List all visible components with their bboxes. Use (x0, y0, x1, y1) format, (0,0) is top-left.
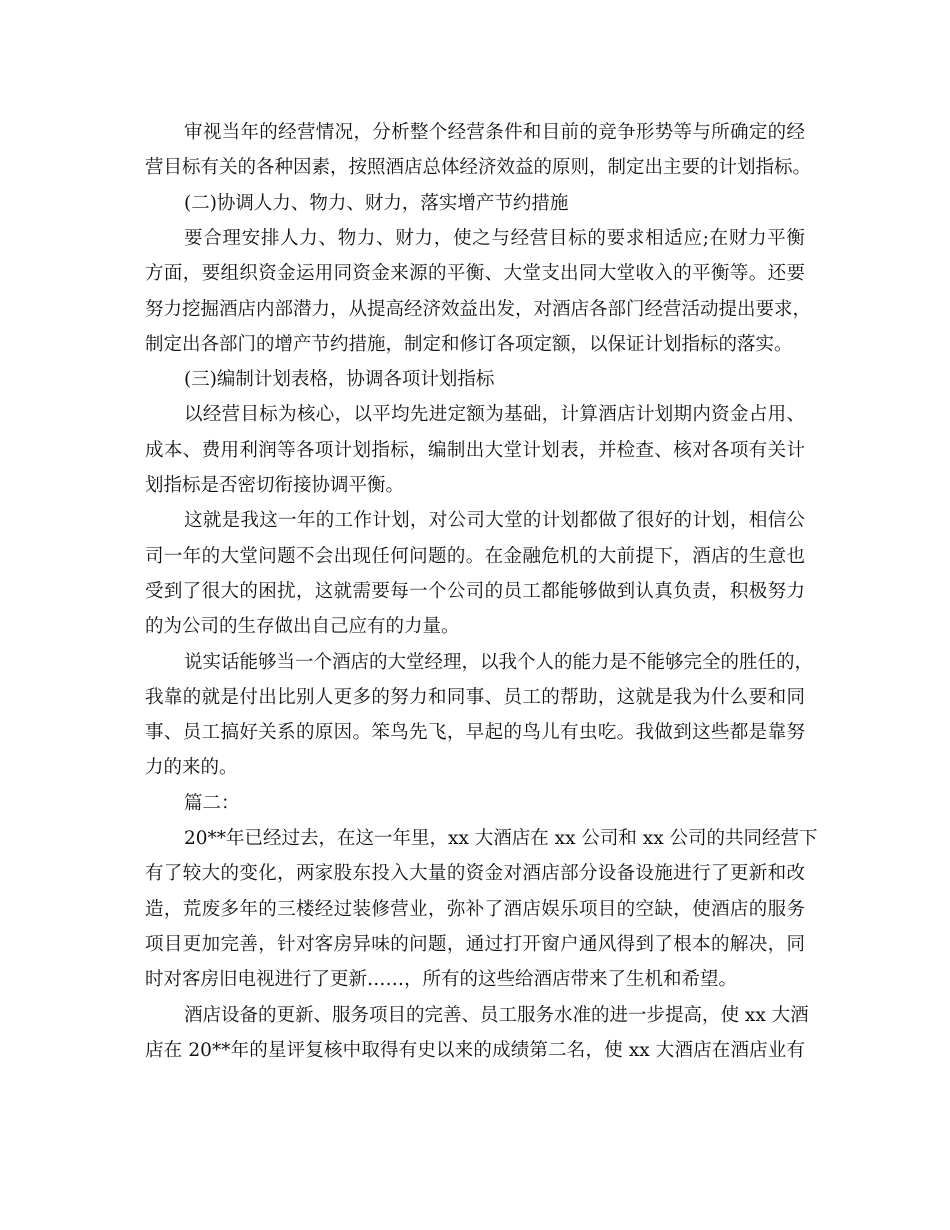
text-line: 事、员工搞好关系的原因。笨鸟先飞，早起的鸟儿有虫吃。我做到这些都是靠努 (145, 722, 805, 744)
text-line: 要合理安排人力、物力、财力，使之与经营目标的要求相适应;在财力平衡 (184, 227, 805, 249)
text-line: 司一年的大堂问题不会出现任何问题的。在金融危机的大前提下，酒店的生意也 (145, 545, 805, 567)
text-line: 说实话能够当一个酒店的大堂经理，以我个人的能力是不能够完全的胜任的， (184, 651, 814, 673)
text-line: 时对客房旧电视进行了更新……，所有的这些给酒店带来了生机和希望。 (145, 969, 738, 991)
text-line: 以经营目标为核心，以平均先进定额为基础，计算酒店计划期内资金占用、 (184, 404, 805, 426)
text-line: 力的来的。 (145, 757, 238, 779)
text-line: 受到了很大的困扰，这就需要每一个公司的员工都能够做到认真负责，积极努力 (145, 580, 805, 602)
text-line: 营目标有关的各种因素，按照酒店总体经济效益的原则，制定出主要的计划指标。 (145, 157, 812, 179)
text-line: 方面，要组织资金运用同资金来源的平衡、大堂支出同大堂收入的平衡等。还要 (145, 263, 805, 285)
text-line: 项目更加完善，针对客房异味的问题，通过打开窗户通风得到了根本的解决，同 (145, 933, 805, 955)
text-line: 造，荒废多年的三楼经过装修营业，弥补了酒店娱乐项目的空缺，使酒店的服务 (145, 898, 805, 920)
text-line: (二)协调人力、物力、财力，落实增产节约措施 (184, 192, 569, 214)
text-line: 努力挖掘酒店内部潜力，从提高经济效益出发，对酒店各部门经营活动提出要求， (145, 298, 812, 320)
text-line: 20**年已经过去，在这一年里，xx 大酒店在 xx 公司和 xx 公司的共同经营下 (184, 828, 818, 849)
text-line: 成本、费用利润等各项计划指标，编制出大堂计划表，并检查、核对各项有关计 (145, 439, 805, 461)
text-line: (三)编制计划表格，协调各项计划指标 (184, 369, 495, 391)
text-line: 酒店设备的更新、服务项目的完善、员工服务水准的进一步提高，使 xx 大酒 (184, 1004, 809, 1026)
text-line: 店在 20**年的星评复核中取得有史以来的成绩第二名，使 xx 大酒店在酒店业有 (145, 1039, 805, 1061)
text-line: 这就是我这一年的工作计划，对公司大堂的计划都做了很好的计划，相信公 (184, 510, 805, 532)
text-line: 划指标是否密切衔接协调平衡。 (145, 475, 405, 496)
text-line: 审视当年的经营情况，分析整个经营条件和目前的竞争形势等与所确定的经 (184, 122, 805, 143)
text-line: 制定出各部门的增产节约措施，制定和修订各项定额，以保证计划指标的落实。 (145, 333, 793, 355)
text-line: 我靠的就是付出比别人更多的努力和同事、员工的帮助，这就是我为什么要和同 (145, 686, 805, 708)
text-line: 篇二： (184, 792, 240, 814)
text-line: 的为公司的生存做出自己应有的力量。 (145, 616, 460, 638)
text-line: 有了较大的变化，两家股东投入大量的资金对酒店部分设备设施进行了更新和改 (145, 863, 805, 885)
